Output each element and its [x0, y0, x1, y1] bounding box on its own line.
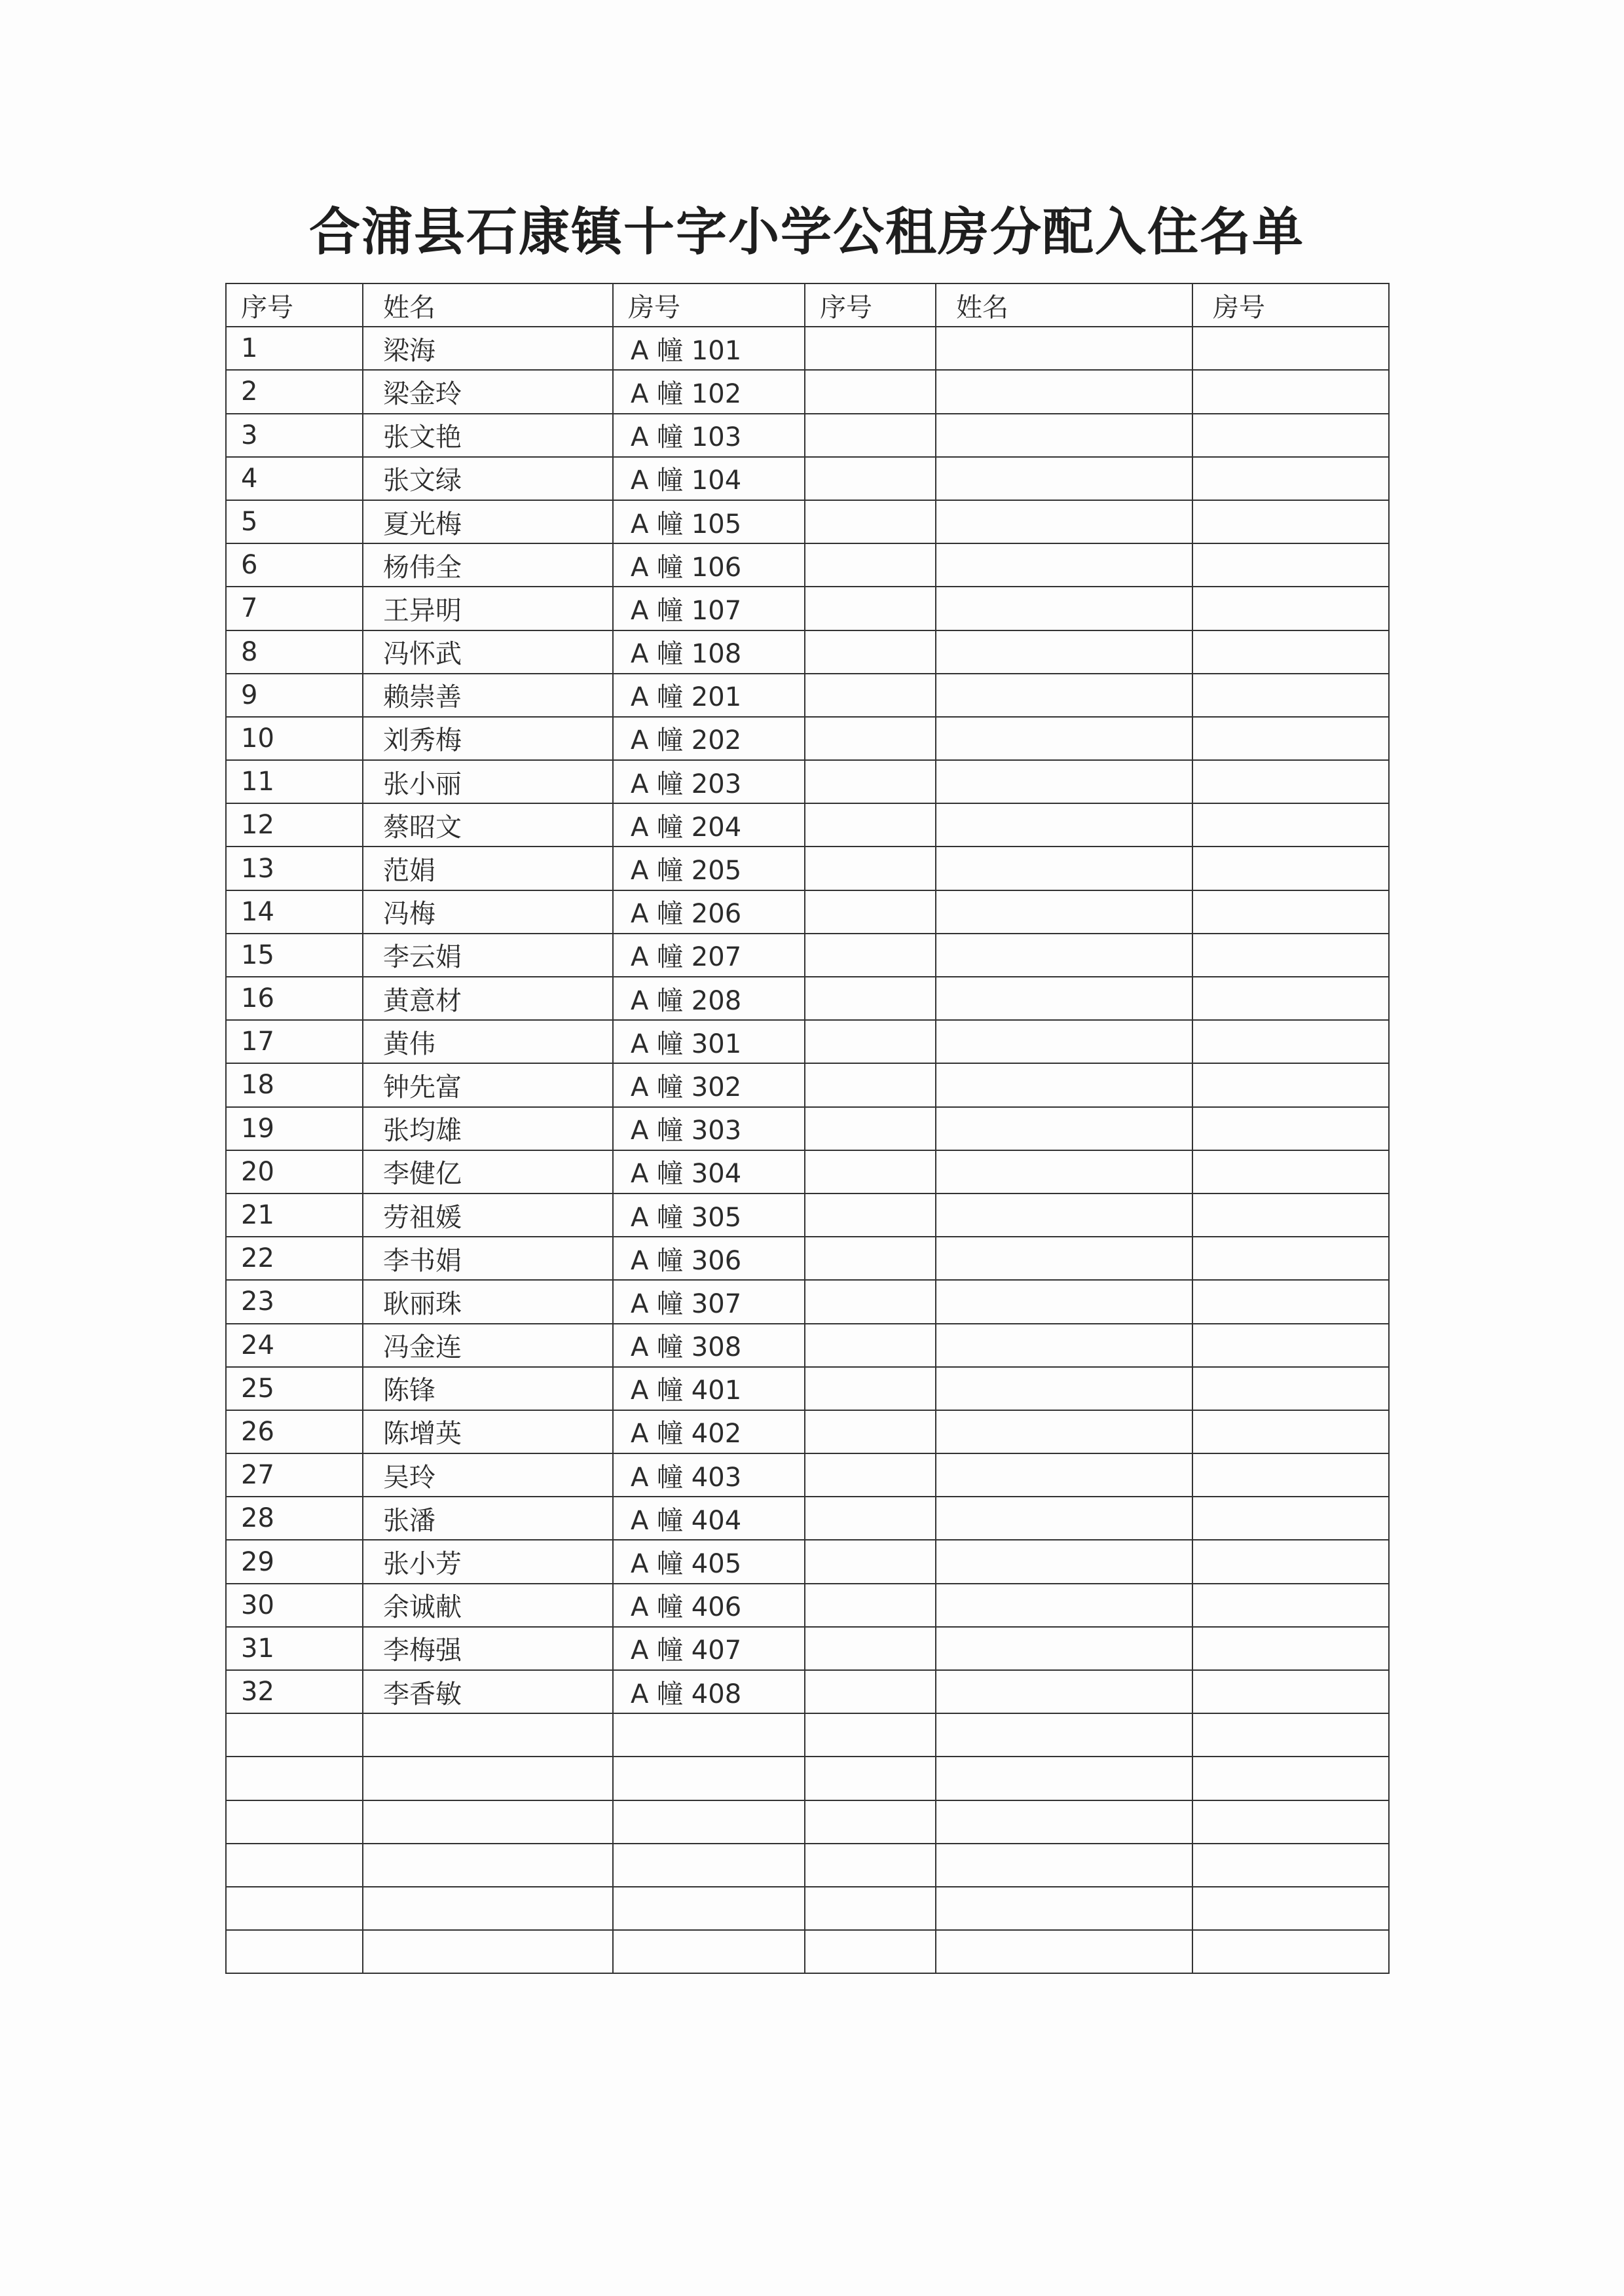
- empty-cell: [613, 1930, 805, 1973]
- empty-cell: [226, 1713, 363, 1757]
- name-cell-right: [936, 1150, 1192, 1194]
- room-cell: A 幢 406: [613, 1584, 805, 1627]
- table-row: [226, 1107, 1389, 1150]
- table-row: [226, 370, 1389, 413]
- name-cell-right: [936, 500, 1192, 543]
- room-cell-right: [1192, 630, 1389, 674]
- room-cell: A 幢 305: [613, 1194, 805, 1237]
- name-cell: 余诚献: [363, 1584, 613, 1627]
- room-cell-right: [1192, 327, 1389, 370]
- name-cell-right: [936, 1107, 1192, 1150]
- room-cell: A 幢 303: [613, 1107, 805, 1150]
- room-cell-right: [1192, 370, 1389, 413]
- room-cell: A 幢 107: [613, 587, 805, 630]
- room-cell-right: [1192, 1150, 1389, 1194]
- empty-cell: [1192, 1713, 1389, 1757]
- empty-table-row: [226, 1757, 1389, 1800]
- name-cell: 黄伟: [363, 1020, 613, 1063]
- table-row: [226, 890, 1389, 934]
- serial-cell-right: [805, 1584, 936, 1627]
- table-row: [226, 1194, 1389, 1237]
- room-cell-right: [1192, 1410, 1389, 1453]
- serial-cell: 15: [226, 934, 363, 977]
- name-cell: 陈增英: [363, 1410, 613, 1453]
- empty-cell: [936, 1887, 1192, 1930]
- table-row: [226, 1020, 1389, 1063]
- serial-cell: 25: [226, 1367, 363, 1410]
- serial-cell: 24: [226, 1324, 363, 1367]
- serial-cell: 23: [226, 1280, 363, 1323]
- room-cell: A 幢 403: [613, 1453, 805, 1497]
- empty-table-row: [226, 1713, 1389, 1757]
- serial-cell-right: [805, 1107, 936, 1150]
- name-cell: 张均雄: [363, 1107, 613, 1150]
- name-cell-right: [936, 1627, 1192, 1670]
- serial-cell: 18: [226, 1063, 363, 1106]
- serial-cell: 6: [226, 543, 363, 587]
- table-row: [226, 587, 1389, 630]
- serial-cell-right: [805, 370, 936, 413]
- header-serial-right: 序号: [805, 283, 936, 327]
- serial-cell: 30: [226, 1584, 363, 1627]
- table-row: [226, 1324, 1389, 1367]
- serial-cell: 19: [226, 1107, 363, 1150]
- name-cell-right: [936, 934, 1192, 977]
- name-cell-right: [936, 847, 1192, 890]
- name-cell-right: [936, 1237, 1192, 1280]
- name-cell-right: [936, 457, 1192, 500]
- room-cell: A 幢 404: [613, 1497, 805, 1540]
- serial-cell: 32: [226, 1670, 363, 1713]
- room-cell: A 幢 201: [613, 674, 805, 717]
- name-cell-right: [936, 674, 1192, 717]
- name-cell: 蔡昭文: [363, 803, 613, 847]
- room-cell: A 幢 307: [613, 1280, 805, 1323]
- table-row: [226, 1367, 1389, 1410]
- empty-cell: [226, 1887, 363, 1930]
- room-cell: A 幢 401: [613, 1367, 805, 1410]
- serial-cell-right: [805, 1497, 936, 1540]
- serial-cell-right: [805, 890, 936, 934]
- empty-cell: [613, 1844, 805, 1887]
- room-cell-right: [1192, 1237, 1389, 1280]
- serial-cell: 4: [226, 457, 363, 500]
- serial-cell: 7: [226, 587, 363, 630]
- name-cell: 陈锋: [363, 1367, 613, 1410]
- room-cell-right: [1192, 414, 1389, 457]
- room-cell: A 幢 302: [613, 1063, 805, 1106]
- serial-cell: 1: [226, 327, 363, 370]
- room-cell: A 幢 308: [613, 1324, 805, 1367]
- serial-cell-right: [805, 457, 936, 500]
- table-row: [226, 934, 1389, 977]
- room-cell: A 幢 206: [613, 890, 805, 934]
- empty-cell: [226, 1930, 363, 1973]
- name-cell: 赖崇善: [363, 674, 613, 717]
- room-cell-right: [1192, 1367, 1389, 1410]
- name-cell: 李云娟: [363, 934, 613, 977]
- header-room-right: 房号: [1192, 283, 1389, 327]
- room-cell-right: [1192, 890, 1389, 934]
- name-cell-right: [936, 1324, 1192, 1367]
- header-room-left: 房号: [613, 283, 805, 327]
- serial-cell: 21: [226, 1194, 363, 1237]
- page-title: 合浦县石康镇十字小学公租房分配入住名单: [308, 202, 1304, 262]
- empty-cell: [805, 1713, 936, 1757]
- empty-cell: [936, 1844, 1192, 1887]
- name-cell-right: [936, 543, 1192, 587]
- serial-cell: 14: [226, 890, 363, 934]
- room-cell: A 幢 104: [613, 457, 805, 500]
- serial-cell-right: [805, 803, 936, 847]
- table-row: [226, 1627, 1389, 1670]
- serial-cell: 29: [226, 1540, 363, 1583]
- name-cell-right: [936, 760, 1192, 803]
- room-cell-right: [1192, 1280, 1389, 1323]
- name-cell-right: [936, 630, 1192, 674]
- name-cell: 张小芳: [363, 1540, 613, 1583]
- room-cell-right: [1192, 1540, 1389, 1583]
- table-row: [226, 674, 1389, 717]
- room-cell: A 幢 203: [613, 760, 805, 803]
- table-row: [226, 543, 1389, 587]
- empty-table-row: [226, 1930, 1389, 1973]
- room-cell-right: [1192, 1497, 1389, 1540]
- room-cell-right: [1192, 760, 1389, 803]
- serial-cell-right: [805, 587, 936, 630]
- serial-cell-right: [805, 760, 936, 803]
- name-cell: 黄意材: [363, 977, 613, 1020]
- name-cell: 张文艳: [363, 414, 613, 457]
- serial-cell: 16: [226, 977, 363, 1020]
- serial-cell-right: [805, 1410, 936, 1453]
- empty-cell: [363, 1757, 613, 1800]
- serial-cell: 9: [226, 674, 363, 717]
- room-cell-right: [1192, 457, 1389, 500]
- serial-cell-right: [805, 1670, 936, 1713]
- name-cell: 李梅强: [363, 1627, 613, 1670]
- name-cell-right: [936, 587, 1192, 630]
- table-row: [226, 1453, 1389, 1497]
- empty-table-row: [226, 1800, 1389, 1844]
- empty-cell: [805, 1757, 936, 1800]
- name-cell-right: [936, 1194, 1192, 1237]
- table-row: [226, 1670, 1389, 1713]
- name-cell: 钟先富: [363, 1063, 613, 1106]
- room-cell: A 幢 103: [613, 414, 805, 457]
- room-cell: A 幢 408: [613, 1670, 805, 1713]
- empty-table-row: [226, 1844, 1389, 1887]
- serial-cell: 11: [226, 760, 363, 803]
- room-cell: A 幢 205: [613, 847, 805, 890]
- table-row: [226, 1280, 1389, 1323]
- serial-cell-right: [805, 1324, 936, 1367]
- room-cell-right: [1192, 543, 1389, 587]
- room-cell: A 幢 106: [613, 543, 805, 587]
- serial-cell-right: [805, 543, 936, 587]
- table-row: [226, 1497, 1389, 1540]
- serial-cell-right: [805, 1627, 936, 1670]
- name-cell: 冯怀武: [363, 630, 613, 674]
- name-cell: 梁金玲: [363, 370, 613, 413]
- empty-cell: [226, 1757, 363, 1800]
- room-cell-right: [1192, 1453, 1389, 1497]
- empty-cell: [936, 1757, 1192, 1800]
- table-body: [226, 327, 1389, 1973]
- header-name-left: 姓名: [363, 283, 613, 327]
- serial-cell: 20: [226, 1150, 363, 1194]
- serial-cell-right: [805, 1194, 936, 1237]
- empty-cell: [1192, 1887, 1389, 1930]
- name-cell: 张文绿: [363, 457, 613, 500]
- room-cell: A 幢 204: [613, 803, 805, 847]
- name-cell-right: [936, 1410, 1192, 1453]
- table-row: [226, 1063, 1389, 1106]
- empty-cell: [613, 1713, 805, 1757]
- serial-cell-right: [805, 1150, 936, 1194]
- serial-cell-right: [805, 934, 936, 977]
- empty-cell: [1192, 1930, 1389, 1973]
- empty-table-row: [226, 1887, 1389, 1930]
- table-row: [226, 1150, 1389, 1194]
- serial-cell-right: [805, 1540, 936, 1583]
- empty-cell: [613, 1757, 805, 1800]
- name-cell: 范娟: [363, 847, 613, 890]
- empty-cell: [226, 1844, 363, 1887]
- serial-cell-right: [805, 500, 936, 543]
- allocation-table: [225, 283, 1390, 1974]
- room-cell: A 幢 301: [613, 1020, 805, 1063]
- table-row: [226, 500, 1389, 543]
- empty-cell: [226, 1800, 363, 1844]
- serial-cell-right: [805, 847, 936, 890]
- name-cell-right: [936, 717, 1192, 760]
- serial-cell-right: [805, 327, 936, 370]
- serial-cell-right: [805, 1020, 936, 1063]
- empty-cell: [805, 1930, 936, 1973]
- serial-cell-right: [805, 674, 936, 717]
- room-cell-right: [1192, 1063, 1389, 1106]
- table-row: [226, 847, 1389, 890]
- serial-cell: 17: [226, 1020, 363, 1063]
- name-cell-right: [936, 414, 1192, 457]
- room-cell-right: [1192, 847, 1389, 890]
- room-cell-right: [1192, 587, 1389, 630]
- room-cell-right: [1192, 717, 1389, 760]
- empty-cell: [613, 1887, 805, 1930]
- empty-cell: [613, 1800, 805, 1844]
- name-cell-right: [936, 803, 1192, 847]
- room-cell: A 幢 208: [613, 977, 805, 1020]
- name-cell-right: [936, 1063, 1192, 1106]
- empty-cell: [363, 1800, 613, 1844]
- serial-cell: 10: [226, 717, 363, 760]
- room-cell-right: [1192, 1670, 1389, 1713]
- empty-cell: [363, 1713, 613, 1757]
- room-cell-right: [1192, 500, 1389, 543]
- empty-cell: [805, 1887, 936, 1930]
- room-cell: A 幢 407: [613, 1627, 805, 1670]
- empty-cell: [1192, 1800, 1389, 1844]
- room-cell-right: [1192, 977, 1389, 1020]
- serial-cell-right: [805, 977, 936, 1020]
- room-cell-right: [1192, 1020, 1389, 1063]
- room-cell-right: [1192, 1107, 1389, 1150]
- name-cell-right: [936, 370, 1192, 413]
- room-cell: A 幢 207: [613, 934, 805, 977]
- serial-cell: 8: [226, 630, 363, 674]
- name-cell: 张小丽: [363, 760, 613, 803]
- name-cell: 冯梅: [363, 890, 613, 934]
- serial-cell: 28: [226, 1497, 363, 1540]
- name-cell: 冯金连: [363, 1324, 613, 1367]
- name-cell: 杨伟全: [363, 543, 613, 587]
- name-cell-right: [936, 1584, 1192, 1627]
- empty-cell: [363, 1930, 613, 1973]
- empty-cell: [1192, 1844, 1389, 1887]
- serial-cell: 5: [226, 500, 363, 543]
- empty-cell: [805, 1844, 936, 1887]
- serial-cell-right: [805, 1280, 936, 1323]
- table-row: [226, 414, 1389, 457]
- serial-cell: 26: [226, 1410, 363, 1453]
- empty-cell: [363, 1887, 613, 1930]
- room-cell-right: [1192, 674, 1389, 717]
- room-cell-right: [1192, 1584, 1389, 1627]
- serial-cell: 3: [226, 414, 363, 457]
- name-cell: 夏光梅: [363, 500, 613, 543]
- serial-cell-right: [805, 1063, 936, 1106]
- empty-cell: [363, 1844, 613, 1887]
- room-cell: A 幢 102: [613, 370, 805, 413]
- empty-cell: [936, 1713, 1192, 1757]
- name-cell-right: [936, 1020, 1192, 1063]
- name-cell-right: [936, 1540, 1192, 1583]
- name-cell: 李健亿: [363, 1150, 613, 1194]
- name-cell: 李书娟: [363, 1237, 613, 1280]
- name-cell: 王异明: [363, 587, 613, 630]
- name-cell-right: [936, 1367, 1192, 1410]
- name-cell: 梁海: [363, 327, 613, 370]
- name-cell-right: [936, 890, 1192, 934]
- table-row: [226, 630, 1389, 674]
- serial-cell-right: [805, 1367, 936, 1410]
- name-cell: 李香敏: [363, 1670, 613, 1713]
- room-cell: A 幢 306: [613, 1237, 805, 1280]
- room-cell: A 幢 402: [613, 1410, 805, 1453]
- table-row: [226, 803, 1389, 847]
- room-cell: A 幢 105: [613, 500, 805, 543]
- name-cell: 张潘: [363, 1497, 613, 1540]
- empty-cell: [1192, 1757, 1389, 1800]
- table-row: [226, 327, 1389, 370]
- serial-cell: 27: [226, 1453, 363, 1497]
- name-cell-right: [936, 1453, 1192, 1497]
- header-serial-left: 序号: [226, 283, 363, 327]
- name-cell-right: [936, 1670, 1192, 1713]
- room-cell: A 幢 304: [613, 1150, 805, 1194]
- table-row: [226, 1410, 1389, 1453]
- table-row: [226, 1237, 1389, 1280]
- room-cell: A 幢 108: [613, 630, 805, 674]
- name-cell: 吴玲: [363, 1453, 613, 1497]
- room-cell-right: [1192, 934, 1389, 977]
- table-row: [226, 1584, 1389, 1627]
- table-row: [226, 1540, 1389, 1583]
- table-row: [226, 457, 1389, 500]
- empty-cell: [805, 1800, 936, 1844]
- room-cell-right: [1192, 803, 1389, 847]
- name-cell: 刘秀梅: [363, 717, 613, 760]
- room-cell-right: [1192, 1627, 1389, 1670]
- room-cell: A 幢 101: [613, 327, 805, 370]
- table-header-row: [226, 283, 1389, 327]
- table-row: [226, 717, 1389, 760]
- serial-cell: 31: [226, 1627, 363, 1670]
- name-cell: 耿丽珠: [363, 1280, 613, 1323]
- name-cell-right: [936, 1497, 1192, 1540]
- header-name-right: 姓名: [936, 283, 1192, 327]
- name-cell-right: [936, 977, 1192, 1020]
- room-cell: A 幢 202: [613, 717, 805, 760]
- table-row: [226, 977, 1389, 1020]
- serial-cell-right: [805, 1237, 936, 1280]
- name-cell: 劳祖媛: [363, 1194, 613, 1237]
- room-cell: A 幢 405: [613, 1540, 805, 1583]
- serial-cell: 12: [226, 803, 363, 847]
- empty-cell: [936, 1930, 1192, 1973]
- serial-cell-right: [805, 630, 936, 674]
- empty-cell: [936, 1800, 1192, 1844]
- serial-cell-right: [805, 717, 936, 760]
- name-cell-right: [936, 327, 1192, 370]
- table-row: [226, 760, 1389, 803]
- serial-cell: 2: [226, 370, 363, 413]
- name-cell-right: [936, 1280, 1192, 1323]
- serial-cell-right: [805, 414, 936, 457]
- serial-cell: 22: [226, 1237, 363, 1280]
- serial-cell: 13: [226, 847, 363, 890]
- serial-cell-right: [805, 1453, 936, 1497]
- room-cell-right: [1192, 1324, 1389, 1367]
- room-cell-right: [1192, 1194, 1389, 1237]
